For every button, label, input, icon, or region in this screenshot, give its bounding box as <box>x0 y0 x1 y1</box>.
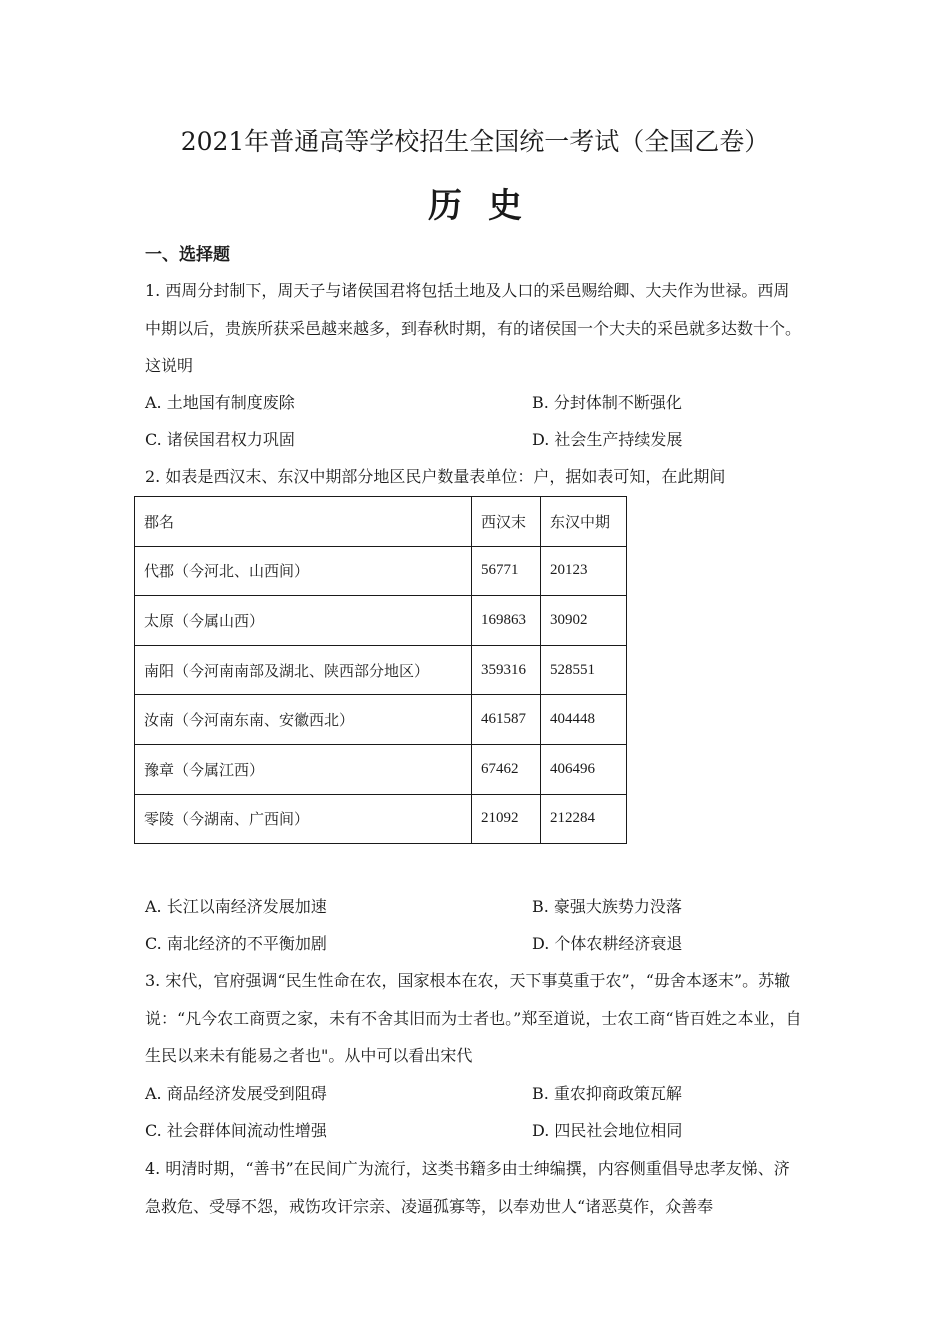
table-row <box>135 645 627 695</box>
question-4-stem: 4. 明清时期，“善书”在民间广为流行，这类书籍多由士绅编撰，内容侧重倡导忠孝友悌、济急救危、受辱不怨，戒饬攻讦宗亲、凌逼孤寡等，以奉劝世人“诸恶莫作，众善奉 <box>145 1159 790 1216</box>
question-3-option-d[interactable]: D. 四民社会地位相同 <box>532 1121 683 1140</box>
table-cell: 豫章（今属江西） <box>135 744 472 794</box>
table-cell: 20123 <box>541 546 627 596</box>
question-1-stem: 1. 西周分封制下，周天子与诸侯国君将包括土地及人口的采邑赐给卿、大夫作为世禄。西周中期以后，贵族所获采邑越来越多，到春秋时期，有的诸侯国一个大夫的采邑就多达数十个。这说明 <box>145 281 802 375</box>
question-3-stem: 3. 宋代，官府强调“民生性命在农，国家根本在农，天下事莫重于农”，“毋舍本逐末”。苏辙说：“凡今农工商贾之家，未有不舍其旧而为士者也。”郑至道说，士农工商“皆百姓之本业，自生民以来未有能易之者也"。从中可以看出宋代 <box>145 971 802 1065</box>
table-cell: 30902 <box>541 596 627 646</box>
question-2-option-a[interactable]: A. 长江以南经济发展加速 <box>145 897 327 916</box>
question-1-option-b[interactable]: B. 分封体制不断强化 <box>532 393 682 412</box>
table-cell: 169863 <box>472 596 541 646</box>
table-cell: 南阳（今河南南部及湖北、陕西部分地区） <box>135 645 472 695</box>
table-row <box>135 546 627 596</box>
table-cell: 359316 <box>472 645 541 695</box>
question-1-option-a[interactable]: A. 土地国有制度废除 <box>145 393 295 412</box>
question-1-option-c[interactable]: C. 诸侯国君权力巩固 <box>145 430 295 449</box>
table-cell: 212284 <box>541 794 627 844</box>
question-1-option-d[interactable]: D. 社会生产持续发展 <box>532 430 683 449</box>
table-cell: 太原（今属山西） <box>135 596 472 646</box>
question-3-option-c[interactable]: C. 社会群体间流动性增强 <box>145 1121 327 1140</box>
table-row <box>135 695 627 745</box>
table-header-row <box>135 497 627 547</box>
table-header-cell: 西汉末 <box>472 497 541 547</box>
exam-title: 2021年普通高等学校招生全国统一考试（全国乙卷） <box>180 127 770 156</box>
question-2-option-d[interactable]: D. 个体农耕经济衰退 <box>532 934 683 953</box>
question-3-option-a[interactable]: A. 商品经济发展受到阻碍 <box>145 1084 327 1103</box>
table-header-cell: 郡名 <box>135 497 472 547</box>
question-2-option-c[interactable]: C. 南北经济的不平衡加剧 <box>145 934 327 953</box>
table-cell: 67462 <box>472 744 541 794</box>
table-row <box>135 744 627 794</box>
section-heading: 一、选择题 <box>145 245 230 265</box>
table-cell: 代郡（今河北、山西间） <box>135 546 472 596</box>
question-2-stem: 2. 如表是西汉末、东汉中期部分地区民户数量表单位：户，据如表可知，在此期间 <box>145 467 726 486</box>
table-cell: 56771 <box>472 546 541 596</box>
subject-title: 历史 <box>428 186 548 226</box>
table-cell: 528551 <box>541 645 627 695</box>
table-cell: 汝南（今河南东南、安徽西北） <box>135 695 472 745</box>
table-row <box>135 794 627 844</box>
table-cell: 21092 <box>472 794 541 844</box>
table-row <box>135 596 627 646</box>
table-header-cell: 东汉中期 <box>541 497 627 547</box>
population-table <box>134 496 627 844</box>
table-cell: 404448 <box>541 695 627 745</box>
table-cell: 461587 <box>472 695 541 745</box>
table-cell: 零陵（今湖南、广西间） <box>135 794 472 844</box>
question-3-option-b[interactable]: B. 重农抑商政策瓦解 <box>532 1084 682 1103</box>
question-2-option-b[interactable]: B. 豪强大族势力没落 <box>532 897 682 916</box>
table-cell: 406496 <box>541 744 627 794</box>
